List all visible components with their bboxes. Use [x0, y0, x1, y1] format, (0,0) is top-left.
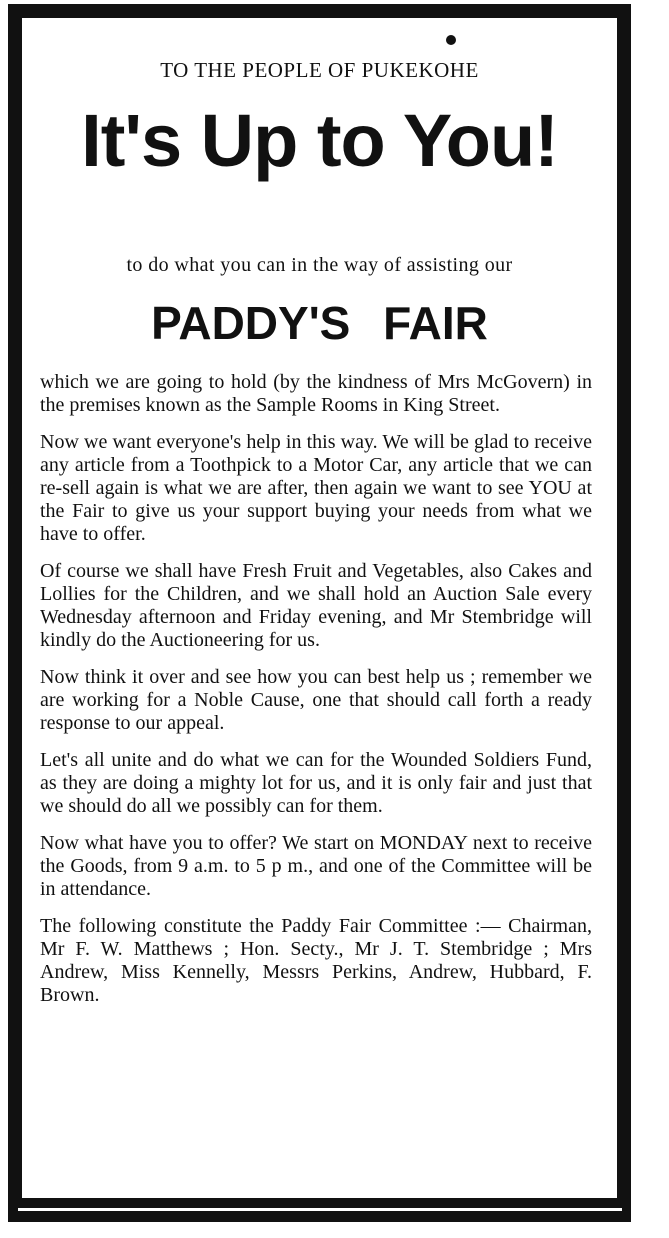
paragraph-venue: which we are going to hold (by the kindness of Mrs McGovern) in the premises known as the Sample Rooms in King Street. — [40, 371, 592, 416]
paragraph-donations: Now we want everyone's help in this way. We will be glad to receive any article from a Toothpick to a Motor Car, any article that we can re-sell again is what we are after, then again we want to see YOU at the Fair to give us your support buying your needs from what we have to offer. — [40, 431, 592, 545]
paragraph-cause: Let's all unite and do what we can for the Wounded Soldiers Fund, as they are doing a mighty lot for us, and it is only fair and just that we should do all we possibly can for them. — [40, 749, 592, 817]
paragraph-committee: The following constitute the Paddy Fair Committee :— Chairman, Mr F. W. Matthews ; Hon. Secty., Mr J. T. Stembridge ; Mrs Andrew, Miss Kennelly, Messrs Perkins, Andrew, Hubbard, F. Brown. — [40, 915, 592, 1006]
paragraph-appeal: Now think it over and see how you can best help us ; remember we are working for a Noble Cause, one that should call forth a ready response to our appeal. — [40, 666, 592, 734]
notice-body — [40, 371, 592, 1021]
paragraph-attractions: Of course we shall have Fresh Fruit and Vegetables, also Cakes and Lollies for the Children, and we shall hold an Auction Sale every Wednesday afternoon and Friday evening, and Mr Stembridge will kindly do the Auctioneering for us. — [40, 560, 592, 651]
ornament-dot — [446, 35, 456, 45]
right-border — [617, 4, 631, 1222]
intro-line: to do what you can in the way of assisting our — [126, 254, 513, 276]
headline: It's Up to You! — [81, 99, 558, 182]
bottom-border-rule — [18, 1208, 622, 1211]
addressee-line: TO THE PEOPLE OF PUKEKOHE — [160, 58, 479, 82]
top-border — [8, 4, 622, 18]
bottom-border — [18, 1198, 622, 1222]
paragraph-schedule: Now what have you to offer? We start on MONDAY next to receive the Goods, from 9 a.m. to 5 p m., and one of the Committee will be in attendance. — [40, 832, 592, 900]
event-name: PADDY'S FAIR — [151, 297, 488, 349]
left-border — [8, 4, 22, 1222]
